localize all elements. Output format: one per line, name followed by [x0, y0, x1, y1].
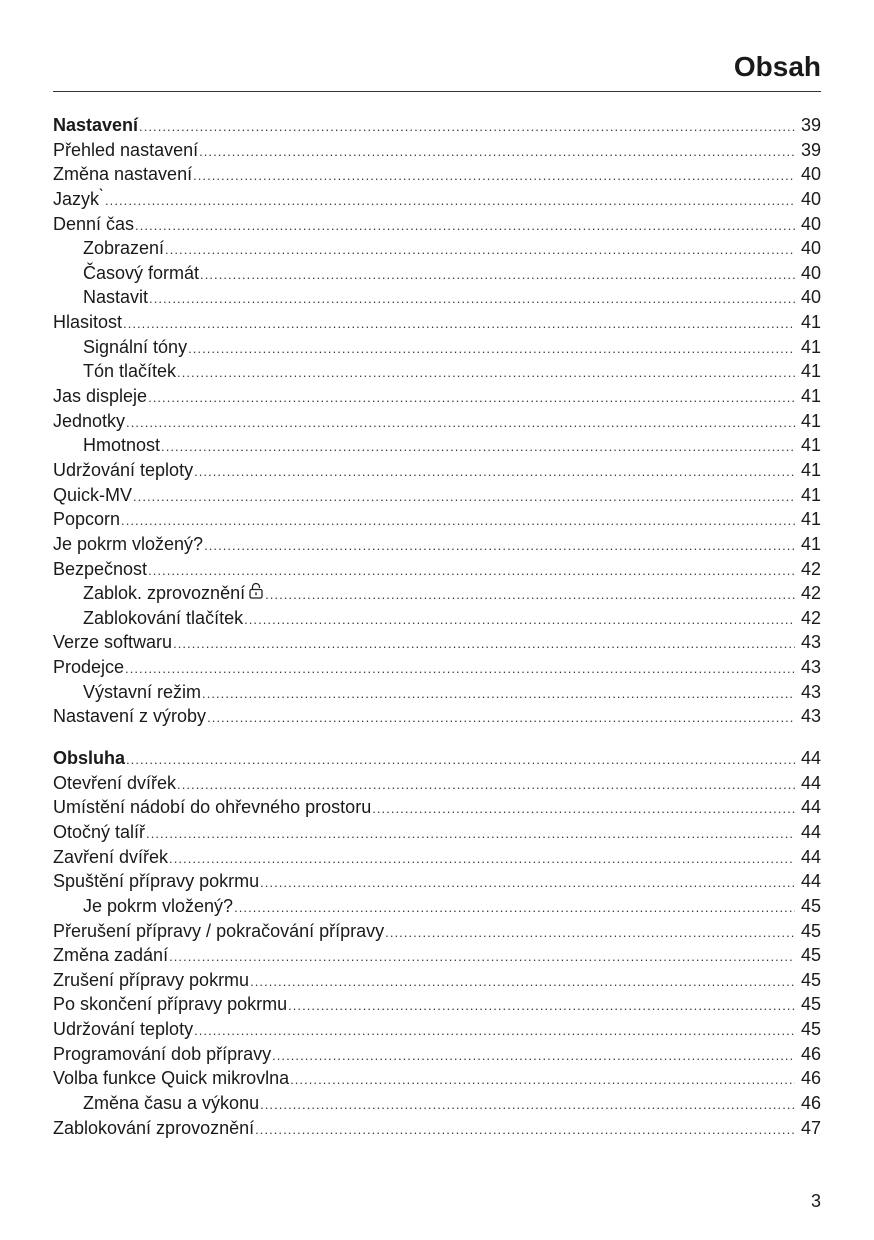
toc-entry	[53, 869, 821, 894]
toc-entry-label: Změna nastavení	[53, 164, 193, 185]
toc-entry	[53, 704, 821, 729]
toc-entry-page: 40	[800, 238, 821, 259]
toc-entry-page: 44	[800, 846, 821, 867]
toc-entry	[53, 795, 821, 820]
dot-leader	[126, 748, 795, 771]
dot-leader	[385, 921, 795, 944]
toc-entry-page: 41	[800, 509, 821, 530]
toc-entry-label: Zablokování zprovoznění	[53, 1117, 255, 1138]
toc-entry-label: Je pokrm vložený?	[83, 895, 234, 916]
dot-leader	[244, 608, 795, 631]
toc-entry-page: 40	[800, 287, 821, 308]
toc-entry-label: Zobrazení	[83, 238, 165, 259]
toc-entry-page: 41	[800, 386, 821, 407]
toc-entry-label: Denní čas	[53, 213, 135, 234]
dot-leader	[148, 386, 795, 409]
dot-leader	[290, 1068, 795, 1091]
toc-entry-label: Přerušení přípravy / pokračování přípravy	[53, 920, 385, 941]
toc-entry-label: Zablokování tlačítek	[83, 607, 244, 628]
toc-entry-label: Udržování teploty	[53, 1019, 194, 1040]
dot-leader	[169, 847, 795, 870]
toc-entry-label: Jazyk ̀	[53, 188, 105, 209]
toc-entry	[53, 113, 821, 138]
toc-entry-label: Hlasitost	[53, 312, 123, 333]
toc-entry	[53, 992, 821, 1017]
toc-entry	[53, 557, 821, 582]
dot-leader	[165, 238, 795, 261]
toc-entry	[53, 458, 821, 483]
toc-entry-page: 44	[800, 748, 821, 769]
toc-entry-label: Otevření dvířek	[53, 772, 177, 793]
toc-entry-page: 40	[800, 164, 821, 185]
toc-entry	[53, 943, 821, 968]
toc-entry	[53, 820, 821, 845]
toc-entry-page: 45	[800, 969, 821, 990]
toc-entry-page: 39	[800, 139, 821, 160]
dot-leader	[260, 871, 795, 894]
toc-entry	[53, 236, 821, 261]
dot-leader	[135, 214, 795, 237]
toc-entry	[53, 507, 821, 532]
dot-leader	[272, 1044, 795, 1067]
toc-section	[53, 113, 821, 729]
toc-entry	[53, 606, 821, 631]
dot-leader	[177, 361, 795, 384]
toc-entry-page: 46	[800, 1068, 821, 1089]
toc-entry	[53, 212, 821, 237]
toc-entry-label: Prodejce	[53, 657, 125, 678]
toc-entry-page: 41	[800, 484, 821, 505]
toc-entry-page: 45	[800, 945, 821, 966]
toc-entry-label: Nastavení z výroby	[53, 706, 207, 727]
toc-entry-label: Hmotnost	[83, 435, 161, 456]
dot-leader	[148, 559, 795, 582]
toc-entry-page: 41	[800, 361, 821, 382]
toc-entry-page: 41	[800, 410, 821, 431]
toc-entry-label: Po skončení přípravy pokrmu	[53, 994, 288, 1015]
toc-entry-label: Otočný talíř	[53, 821, 146, 842]
dot-leader	[173, 632, 795, 655]
toc-entry	[53, 968, 821, 993]
toc-entry-label: Nastavit	[83, 287, 149, 308]
toc-entry	[53, 746, 821, 771]
toc-entry-page: 45	[800, 994, 821, 1015]
dot-leader	[204, 534, 795, 557]
dot-leader	[177, 773, 795, 796]
toc-entry-page: 43	[800, 657, 821, 678]
title-divider	[53, 91, 821, 92]
toc-entry-label: Volba funkce Quick mikrovlna	[53, 1068, 290, 1089]
toc-entry-page: 44	[800, 797, 821, 818]
toc-entry	[53, 187, 821, 212]
dot-leader	[193, 164, 795, 187]
toc-entry-page: 44	[800, 821, 821, 842]
toc-entry-label: Výstavní režim	[83, 681, 202, 702]
toc-entry-page: 41	[800, 312, 821, 333]
toc-entry-label: Nastavení	[53, 115, 139, 135]
toc-entry	[53, 680, 821, 705]
toc-entry-page: 45	[800, 895, 821, 916]
toc-entry-page: 45	[800, 920, 821, 941]
toc-entry-label: Signální tóny	[83, 336, 188, 357]
toc-entry-page: 43	[800, 681, 821, 702]
dot-leader	[255, 1118, 795, 1141]
toc-entry-page: 39	[800, 115, 821, 135]
toc-entry-page: 46	[800, 1092, 821, 1113]
toc-entry-page: 42	[800, 558, 821, 579]
toc-entry-label: Je pokrm vložený?	[53, 533, 204, 554]
toc-entry	[53, 433, 821, 458]
toc-entry-page: 46	[800, 1043, 821, 1064]
dot-leader	[194, 460, 795, 483]
toc-entry-page: 40	[800, 262, 821, 283]
toc-entry-label: Jednotky	[53, 410, 126, 431]
toc-entry	[53, 261, 821, 286]
toc-entry-label: Umístění nádobí do ohřevného prostoru	[53, 797, 372, 818]
toc-entry	[53, 359, 821, 384]
dot-leader	[121, 509, 795, 532]
toc-entry	[53, 162, 821, 187]
toc-entry-page: 43	[800, 632, 821, 653]
toc-entry-label: Verze softwaru	[53, 632, 173, 653]
dot-leader	[126, 411, 795, 434]
toc-entry	[53, 483, 821, 508]
toc-entry-page: 44	[800, 871, 821, 892]
toc-entry-label: Časový formát	[83, 262, 200, 283]
toc-entry-label: Programování dob přípravy	[53, 1043, 272, 1064]
dot-leader	[199, 140, 795, 163]
toc-entry-label: Obsluha	[53, 748, 126, 769]
toc-entry-page: 43	[800, 706, 821, 727]
dot-leader	[372, 797, 795, 820]
toc-entry-label: Změna času a výkonu	[83, 1092, 260, 1113]
toc-entry	[53, 138, 821, 163]
lock-icon	[248, 581, 264, 598]
toc-entry	[53, 1116, 821, 1141]
toc-entry-label: Udržování teploty	[53, 459, 194, 480]
toc-entry-label: Spuštění přípravy pokrmu	[53, 871, 260, 892]
toc-entry-page: 40	[800, 188, 821, 209]
toc-entry-label: Zablok. zprovoznění	[83, 583, 246, 604]
dot-leader	[139, 115, 795, 138]
dot-leader	[250, 970, 795, 993]
toc-entry	[53, 384, 821, 409]
toc-entry	[53, 630, 821, 655]
dot-leader	[133, 485, 795, 508]
toc-entry-label: Jas displeje	[53, 386, 148, 407]
toc-entry-label: Quick-MV	[53, 484, 133, 505]
toc-entry-label: Tón tlačítek	[83, 361, 177, 382]
page-title: Obsah	[733, 51, 821, 82]
toc-entry	[53, 335, 821, 360]
toc-entry-page: 41	[800, 533, 821, 554]
toc-entry-page: 44	[800, 772, 821, 793]
toc-entry	[53, 581, 821, 606]
dot-leader	[188, 337, 795, 360]
dot-leader	[125, 657, 795, 680]
dot-leader	[265, 583, 795, 606]
toc-section	[53, 746, 821, 1140]
dot-leader	[202, 682, 795, 705]
dot-leader	[234, 896, 795, 919]
toc-entry-page: 42	[800, 607, 821, 628]
toc-entry-label: Popcorn	[53, 509, 121, 530]
toc-entry-page: 42	[800, 583, 821, 604]
toc-entry	[53, 1042, 821, 1067]
toc-entry	[53, 1066, 821, 1091]
toc-entry-page: 41	[800, 336, 821, 357]
dot-leader	[194, 1019, 795, 1042]
page-number: 3	[810, 1191, 821, 1211]
dot-leader	[105, 189, 795, 212]
toc-entry-label: Zrušení přípravy pokrmu	[53, 969, 250, 990]
toc-entry	[53, 1091, 821, 1116]
toc-entry-page: 45	[800, 1019, 821, 1040]
dot-leader	[146, 822, 795, 845]
toc-entry	[53, 771, 821, 796]
toc-entry	[53, 310, 821, 335]
dot-leader	[288, 994, 795, 1017]
dot-leader	[260, 1093, 795, 1116]
toc-entry-label: Přehled nastavení	[53, 139, 199, 160]
toc-entry	[53, 919, 821, 944]
toc-entry-page: 47	[800, 1117, 821, 1138]
toc-entry-page: 41	[800, 435, 821, 456]
toc-entry-label: Změna zadání	[53, 945, 169, 966]
toc-entry	[53, 532, 821, 557]
toc-entry	[53, 285, 821, 310]
toc-entry-page: 41	[800, 459, 821, 480]
toc-entry	[53, 1017, 821, 1042]
dot-leader	[149, 287, 795, 310]
dot-leader	[207, 706, 795, 729]
dot-leader	[200, 263, 795, 286]
toc-entry	[53, 894, 821, 919]
toc-entry	[53, 655, 821, 680]
dot-leader	[161, 435, 795, 458]
toc-entry-page: 40	[800, 213, 821, 234]
toc-entry-label: Bezpečnost	[53, 558, 148, 579]
dot-leader	[169, 945, 795, 968]
toc-entry-label: Zavření dvířek	[53, 846, 169, 867]
toc-entry	[53, 409, 821, 434]
dot-leader	[123, 312, 795, 335]
toc-entry	[53, 845, 821, 870]
table-of-contents	[53, 113, 821, 1140]
